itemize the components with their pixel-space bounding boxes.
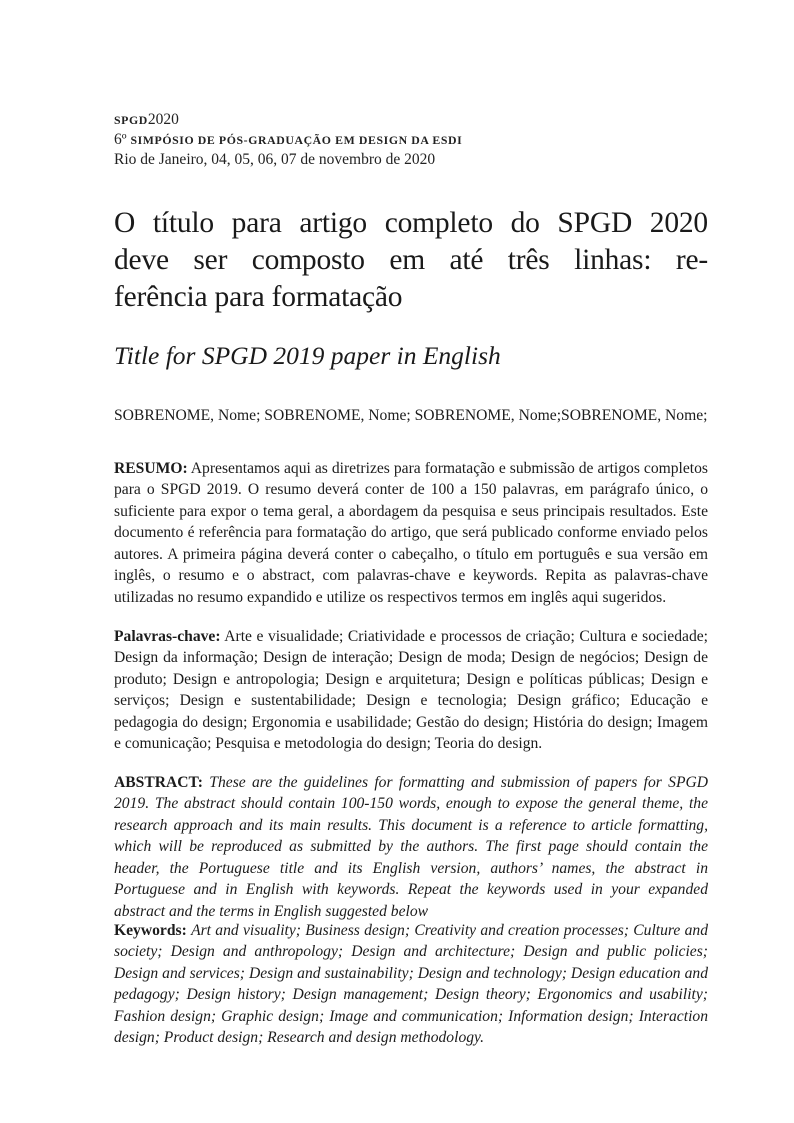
title-line-2: deve ser composto em até três linhas: re-	[114, 244, 708, 276]
symposium-edition: 6º	[114, 131, 127, 148]
header-symposium-line	[114, 130, 708, 150]
authors-line: SOBRENOME, Nome; SOBRENOME, Nome; SOBRENOME, Nome;SOBRENOME, Nome;	[114, 407, 708, 424]
abstract-text: These are the guidelines for formatting and submission of papers for SPGD 2019. The abstract should contain 100-150 words, enough to expose the general theme, the research approach and its main results. This document is a reference to article formatting, which will be reproduced as submitted by the authors. The first page should contain the header, the Portuguese title and its English version, authors’ names, the abstract in Portuguese and in English with keywords. Repeat the keywords used in your expanded abstract and the terms in English suggested below	[114, 773, 708, 920]
header-location-date-line: Rio de Janeiro, 04, 05, 06, 07 de novembro de 2020	[114, 151, 436, 168]
keywords-paragraph	[114, 920, 708, 1049]
paper-title-portuguese	[114, 205, 708, 316]
abstract-label: ABSTRACT:	[114, 773, 203, 791]
palavras-chave-text: Arte e visualidade; Criatividade e processos de criação; Cultura e sociedade; Design da informação; Design de interação; Design de moda; Design de negócios; Design de produto; Design e antropologia; Design e arquitetura; Design e políticas públicas; Design e serviços; Design e sustentabilidade; Design e tecnologia; Design gráfico; Educação e pedagogia do design; Ergonomia e usabilidade; Gestão do design; História do design; Imagem e comunicação; Pesquisa e metodologia do design; Teoria do design.	[114, 627, 708, 753]
palavras-chave-paragraph	[114, 626, 708, 755]
conference-year: 2020	[147, 111, 179, 128]
keywords-label: Keywords:	[114, 921, 187, 939]
abstract-paragraph	[114, 772, 708, 923]
paper-title-english: Title for SPGD 2019 paper in English	[114, 341, 501, 370]
conference-abbreviation: SPGD	[114, 113, 148, 127]
document-header	[114, 110, 708, 169]
title-line-1: O título para artigo completo do SPGD 2020	[114, 207, 708, 239]
palavras-chave-label: Palavras-chave:	[114, 627, 221, 645]
resumo-paragraph	[114, 458, 708, 609]
resumo-text: Apresentamos aqui as diretrizes para formatação e submissão de artigos completos para o SPGD 2019. O resumo deverá conter de 100 a 150 palavras, em parágrafo único, o suficiente para expor o tema geral, a abordagem da pesquisa e seus principais resultados. Este documento é referência para formatação do artigo, que será publicado conforme enviado pelos autores. A primeira página deverá conter o cabeçalho, o título em português e sua versão em inglês, o resumo e o abstract, com palavras-chave e keywords. Repita as palavras-chave utilizadas no resumo expandido e utilize os respectivos termos em inglês aqui sugeridos.	[114, 459, 709, 606]
title-line-3: ferência para formatação	[114, 281, 403, 313]
resumo-label: RESUMO:	[114, 459, 188, 477]
symposium-name: SIMPÓSIO DE PÓS-GRADUAÇÃO EM DESIGN DA ESDI	[130, 133, 463, 147]
keywords-text: Art and visuality; Business design; Creativity and creation processes; Culture and society; Design and anthropology; Design and architecture; Design and public policies; Design and services; Design and sustainability; Design and technology; Design education and pedagogy; Design history; Design management; Design theory; Ergonomics and usability; Fashion design; Graphic design; Image and communication; Information design; Interaction design; Product design; Research and design methodology.	[114, 921, 709, 1047]
header-conference-line	[114, 110, 708, 130]
